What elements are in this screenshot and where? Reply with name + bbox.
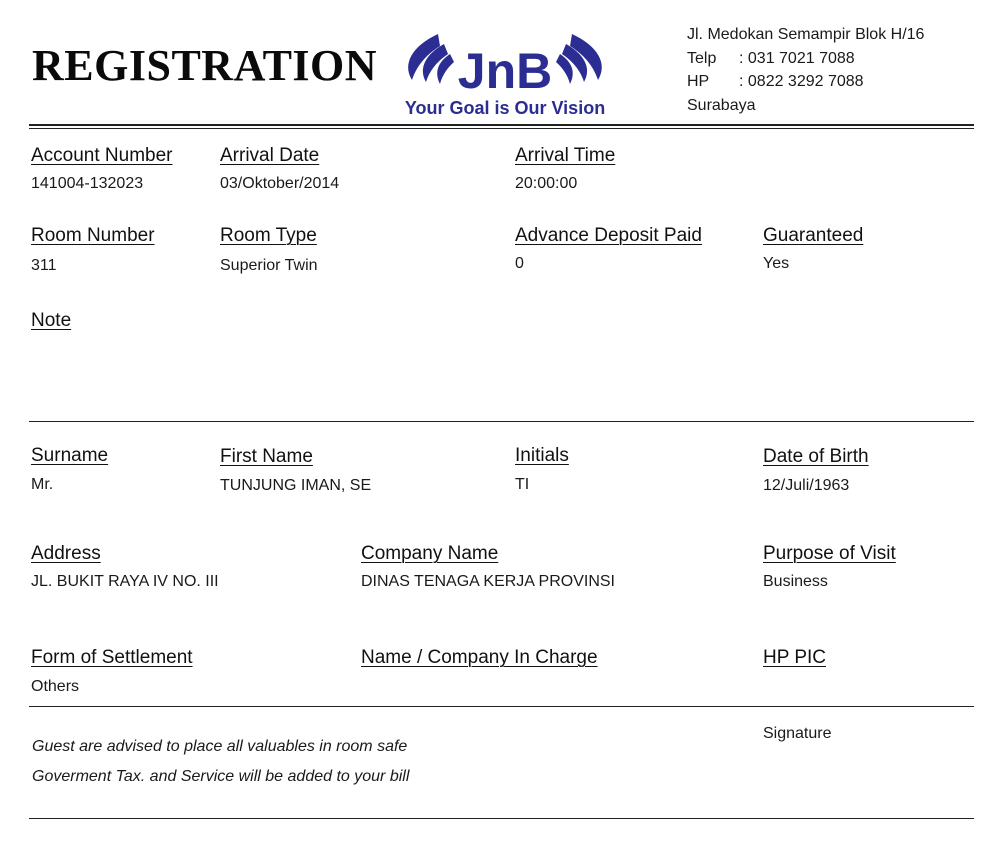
date-of-birth-label: Date of Birth (763, 446, 869, 467)
account-number-value: 141004-132023 (31, 175, 144, 192)
purpose-of-visit-label: Purpose of Visit (763, 543, 896, 564)
address-label: Address (31, 543, 101, 564)
advance-deposit-label: Advance Deposit Paid (515, 225, 702, 246)
name-company-in-charge-label: Name / Company In Charge (361, 647, 598, 668)
right-wing-icon (556, 34, 602, 84)
arrival-time-value: 20:00:00 (515, 175, 578, 192)
form-of-settlement-value: Others (31, 678, 80, 695)
room-type-label: Room Type (220, 225, 317, 246)
signature-label: Signature (763, 725, 832, 742)
company-name-value: DINAS TENAGA KERJA PROVINSI (361, 573, 615, 590)
first-name-value: TUNJUNG IMAN, SE (220, 477, 372, 494)
logo-tagline-text: Your Goal is Our Vision (404, 98, 606, 118)
room-type-value: Superior Twin (220, 257, 318, 274)
hp-value: : 0822 3292 7088 (739, 73, 864, 90)
section-divider-1 (29, 421, 974, 422)
left-wing-icon (408, 34, 454, 84)
hp-pic-label: HP PIC (763, 647, 827, 668)
address-hp (687, 72, 864, 92)
advance-deposit-value: 0 (515, 255, 524, 272)
address-telp (687, 49, 855, 69)
purpose-of-visit-value: Business (763, 573, 828, 590)
page-title: REGISTRATION (32, 41, 378, 90)
date-of-birth-value: 12/Juli/1963 (763, 477, 850, 494)
arrival-date-label: Arrival Date (220, 145, 320, 166)
surname-label: Surname (31, 445, 109, 466)
logo-brand-text: JnB (457, 43, 553, 99)
notice-tax: Goverment Tax. and Service will be added to your bill (32, 768, 410, 785)
arrival-time-label: Arrival Time (515, 145, 616, 166)
form-of-settlement-label: Form of Settlement (31, 647, 193, 668)
footer-divider (29, 818, 974, 819)
header-divider-bottom (29, 128, 974, 129)
address-street: Jl. Medokan Semampir Blok H/16 (687, 26, 925, 43)
initials-value: TI (515, 476, 530, 493)
address-city: Surabaya (687, 97, 756, 114)
account-number-label: Account Number (31, 145, 173, 166)
notice-valuables: Guest are advised to place all valuables in room safe (32, 738, 408, 755)
hp-label: HP (687, 73, 710, 90)
room-number-label: Room Number (31, 225, 155, 246)
section-divider-2 (29, 706, 974, 707)
initials-label: Initials (515, 445, 569, 466)
guaranteed-label: Guaranteed (763, 225, 864, 246)
note-label: Note (31, 310, 72, 331)
address-value: JL. BUKIT RAYA IV NO. III (31, 573, 219, 590)
telp-label: Telp (687, 50, 717, 67)
first-name-label: First Name (220, 446, 313, 467)
header-divider-top (29, 124, 974, 126)
room-number-value: 311 (31, 257, 57, 274)
telp-value: : 031 7021 7088 (739, 50, 855, 67)
guaranteed-value: Yes (763, 255, 790, 272)
arrival-date-value: 03/Oktober/2014 (220, 175, 340, 192)
jnb-logo (398, 24, 612, 120)
company-name-label: Company Name (361, 543, 499, 564)
surname-value: Mr. (31, 476, 54, 493)
